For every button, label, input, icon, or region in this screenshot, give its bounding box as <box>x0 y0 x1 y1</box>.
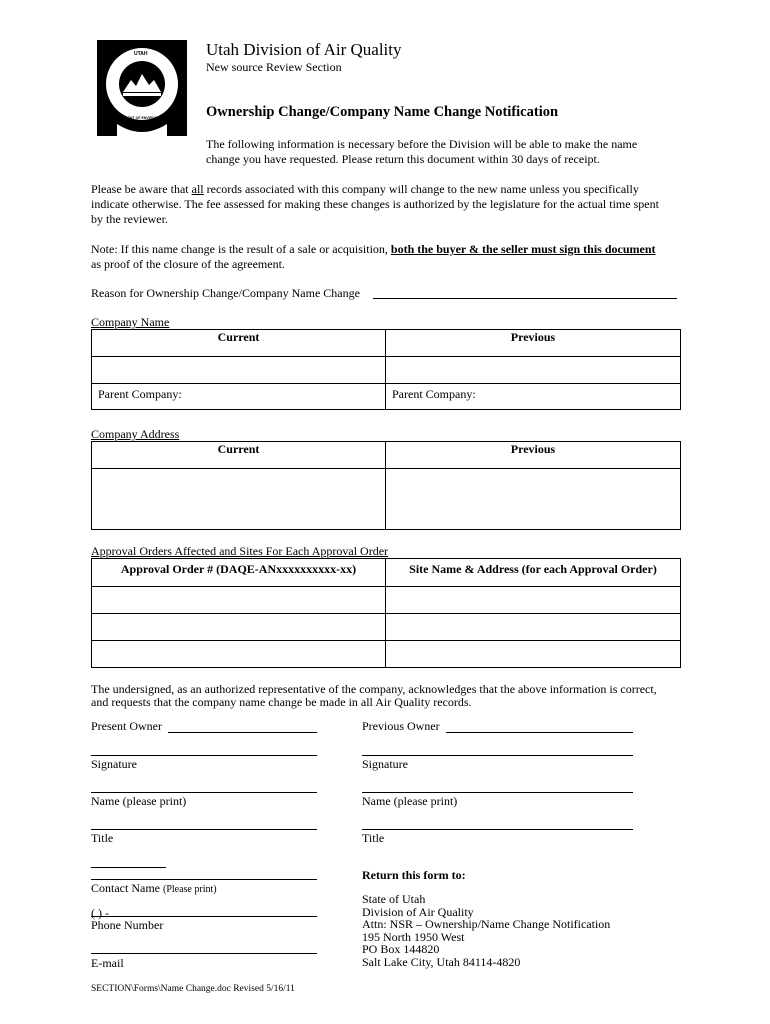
site-name-field[interactable] <box>386 614 681 641</box>
return-address-line: Salt Lake City, Utah 84114-4820 <box>362 954 521 969</box>
aware-emphasis: all <box>191 182 204 196</box>
company-name-previous-field[interactable] <box>386 357 681 384</box>
previous-name-print-label: Name (please print) <box>362 794 458 808</box>
site-name-header: Site Name & Address (for each Approval Order) <box>386 559 681 587</box>
deq-logo <box>97 40 187 136</box>
company-name-previous-header: Previous <box>386 330 681 357</box>
site-name-field[interactable] <box>386 641 681 668</box>
company-address-current-header: Current <box>92 442 386 469</box>
contact-short-line <box>91 867 166 868</box>
approval-order-field[interactable] <box>92 641 386 668</box>
note-paragraph <box>91 242 656 272</box>
acknowledge-paragraph <box>91 683 657 709</box>
return-address <box>362 893 610 968</box>
company-name-current-field[interactable] <box>92 357 386 384</box>
parent-company-previous[interactable]: Parent Company: <box>386 384 681 410</box>
aware-line-1: Please be aware that all records associated with this company will change to the new name unless you specifically <box>91 182 639 196</box>
aware-line-2: indicate otherwise. The fee assessed for making these changes is authorized by the legislature for the actual time spent <box>91 197 659 211</box>
previous-name-print-field[interactable] <box>362 792 633 793</box>
company-name-section: Company Name <box>91 315 170 329</box>
previous-owner-label: Previous Owner <box>362 719 440 733</box>
company-address-section: Company Address <box>91 427 180 441</box>
section-subtitle: New source Review Section <box>206 60 342 74</box>
approval-orders-table <box>91 558 681 668</box>
email-label: E-mail <box>91 956 124 970</box>
return-address-line: PO Box 144820 <box>362 942 440 956</box>
company-name-current-header: Current <box>92 330 386 357</box>
return-address-line: Attn: NSR – Ownership/Name Change Notification <box>362 917 611 931</box>
approval-orders-section: Approval Orders Affected and Sites For Each Approval Order <box>91 544 389 558</box>
aware-line-3: by the reviewer. <box>91 212 168 226</box>
parent-company-current[interactable]: Parent Company: <box>92 384 386 410</box>
present-signature-field[interactable] <box>91 755 317 756</box>
present-title-label: Title <box>91 831 114 845</box>
site-name-field[interactable] <box>386 587 681 614</box>
phone-number-field[interactable] <box>91 916 317 917</box>
present-owner-label: Present Owner <box>91 719 162 733</box>
approval-order-header: Approval Order # (DAQE-ANxxxxxxxxxx-xx) <box>92 559 386 587</box>
agency-title: Utah Division of Air Quality <box>206 40 402 59</box>
previous-signature-label: Signature <box>362 757 408 771</box>
footer-revision: SECTION\Forms\Name Change.doc Revised 5/16/11 <box>91 984 295 994</box>
present-name-print-label: Name (please print) <box>91 794 187 808</box>
contact-name-label: Contact Name (Please print) <box>91 881 217 895</box>
company-address-current-field[interactable] <box>92 469 386 530</box>
form-title: Ownership Change/Company Name Change Notification <box>206 104 559 120</box>
company-address-table <box>91 441 681 530</box>
previous-title-field[interactable] <box>362 829 633 830</box>
phone-number-label: Phone Number <box>91 918 164 932</box>
return-address-line: 195 North 1950 West <box>362 929 465 944</box>
acknowledge-line-2: and requests that the company name change be made in all Air Quality records. <box>91 695 472 709</box>
reason-label: Reason for Ownership Change/Company Name Change <box>91 286 360 300</box>
return-address-line: State of Utah <box>362 892 426 906</box>
note-line-2: as proof of the closure of the agreement. <box>91 257 285 271</box>
present-title-field[interactable] <box>91 829 317 830</box>
company-name-table <box>91 329 681 410</box>
previous-owner-field[interactable] <box>446 732 633 733</box>
intro-line-2: change you have requested. Please return this document within 30 days of receipt. <box>206 152 600 166</box>
reason-field[interactable] <box>373 298 677 299</box>
intro-paragraph <box>206 137 637 167</box>
present-name-print-field[interactable] <box>91 792 317 793</box>
previous-title-label: Title <box>362 831 385 845</box>
company-address-previous-header: Previous <box>386 442 681 469</box>
email-field[interactable] <box>91 953 317 954</box>
contact-name-field[interactable] <box>91 879 317 880</box>
company-address-previous-field[interactable] <box>386 469 681 530</box>
logo-top-text: UTAH <box>134 51 148 57</box>
approval-order-field[interactable] <box>92 614 386 641</box>
approval-order-field[interactable] <box>92 587 386 614</box>
previous-signature-field[interactable] <box>362 755 633 756</box>
note-emphasis: both the buyer & the seller must sign this document <box>390 242 656 256</box>
return-heading: Return this form to: <box>362 868 466 882</box>
present-owner-field[interactable] <box>168 732 317 733</box>
note-line-1: Note: If this name change is the result of a sale or acquisition, both the buyer & the seller must sign this document <box>91 242 656 256</box>
acknowledge-line-1: The undersigned, as an authorized representative of the company, acknowledges that the above information is correct, <box>91 682 657 696</box>
intro-line-1: The following information is necessary before the Division will be able to make the name <box>206 137 638 151</box>
return-address-line: Division of Air Quality <box>362 904 474 919</box>
logo-ring-text: DEPARTMENT OF ENVIRONMENTAL QUALITY <box>111 116 172 124</box>
present-signature-label: Signature <box>91 757 137 771</box>
aware-paragraph <box>91 182 659 227</box>
phone-area-code: ( ) - <box>91 906 109 920</box>
